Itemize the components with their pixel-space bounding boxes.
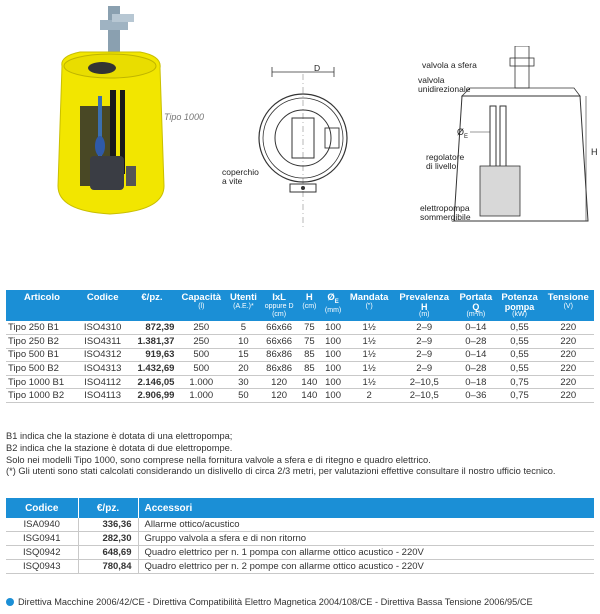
- table-cell: ISO4313: [78, 362, 128, 376]
- table-cell: 2–9: [393, 348, 455, 362]
- table-cell: 30: [226, 375, 261, 389]
- table-cell: ISO4312: [78, 348, 128, 362]
- note-line: B1 indica che la stazione è dotata di una elettropompa;: [6, 431, 233, 441]
- table-cell: 250: [176, 335, 226, 349]
- acc-cell: 648,69: [78, 546, 138, 560]
- product-table: [6, 290, 594, 403]
- table-cell: 2–9: [393, 362, 455, 376]
- pump-label: elettropompa sommergibile: [420, 203, 471, 222]
- table-cell: 1.432,69: [127, 362, 176, 376]
- table-cell: 220: [543, 321, 594, 335]
- table-cell: 220: [543, 362, 594, 376]
- table-row: [6, 389, 594, 403]
- acc-row: [6, 559, 594, 573]
- table-cell: 5: [226, 321, 261, 335]
- table-cell: 500: [176, 362, 226, 376]
- table-cell: 1½: [345, 375, 393, 389]
- table-cell: 1½: [345, 321, 393, 335]
- table-cell: 2–10,5: [393, 389, 455, 403]
- acc-row: [6, 532, 594, 546]
- bullet-dot-icon: [6, 598, 14, 606]
- table-cell: 0–18: [455, 375, 497, 389]
- table-cell: Tipo 250 B2: [6, 335, 78, 349]
- table-header-row: [6, 290, 594, 321]
- col-potenza: Potenza pompa (kW): [497, 290, 543, 321]
- table-cell: 0,75: [497, 389, 543, 403]
- table-cell: 140: [298, 389, 322, 403]
- figures-area: [0, 0, 600, 290]
- table-cell: 220: [543, 348, 594, 362]
- table-cell: 10: [226, 335, 261, 349]
- table-cell: 0,55: [497, 348, 543, 362]
- height-label: H: [591, 147, 598, 157]
- table-cell: 2–9: [393, 321, 455, 335]
- plan-dimension-label: D: [314, 63, 321, 73]
- acc-col-codice: Codice: [6, 498, 78, 518]
- diameter-label: $Ø_E$: [457, 127, 469, 140]
- acc-cell: 336,36: [78, 518, 138, 532]
- acc-cell: 780,84: [78, 559, 138, 573]
- table-cell: 1½: [345, 348, 393, 362]
- table-cell: 0–28: [455, 362, 497, 376]
- table-cell: 0,75: [497, 375, 543, 389]
- table-cell: 50: [226, 389, 261, 403]
- note-line: Solo nei modelli Tipo 1000, sono comprese nella fornitura valvole a sfera e di ritegno e quadro elettrico.: [6, 454, 431, 465]
- table-row: [6, 335, 594, 349]
- acc-row: [6, 546, 594, 560]
- table-cell: 220: [543, 335, 594, 349]
- col-h: H (cm): [298, 290, 322, 321]
- table-cell: 86x86: [261, 348, 298, 362]
- table-cell: 250: [176, 321, 226, 335]
- table-cell: 872,39: [127, 321, 176, 335]
- col-diameter: $Ø_E$ (mm): [321, 290, 345, 321]
- col-price: €/pz.: [127, 290, 176, 321]
- table-cell: 100: [321, 362, 345, 376]
- table-cell: 1½: [345, 362, 393, 376]
- acc-cell: ISG0941: [6, 532, 78, 546]
- table-cell: Tipo 250 B1: [6, 321, 78, 335]
- col-prevalenza: Prevalenza H (m): [393, 290, 455, 321]
- table-cell: 100: [321, 321, 345, 335]
- table-cell: 100: [321, 389, 345, 403]
- table-cell: 120: [261, 389, 298, 403]
- acc-cell: ISQ0942: [6, 546, 78, 560]
- table-cell: Tipo 500 B2: [6, 362, 78, 376]
- table-cell: 919,63: [127, 348, 176, 362]
- acc-cell: ISA0940: [6, 518, 78, 532]
- col-articolo: Articolo: [6, 290, 78, 321]
- table-cell: 220: [543, 375, 594, 389]
- acc-cell: Quadro elettrico per n. 1 pompa con allarme ottico acustico - 220V: [138, 546, 594, 560]
- table-cell: 0,55: [497, 335, 543, 349]
- table-cell: 2–9: [393, 335, 455, 349]
- table-cell: 2.906,99: [127, 389, 176, 403]
- table-cell: ISO4113: [78, 389, 128, 403]
- table-row: [6, 348, 594, 362]
- plan-view-diagram: [212, 60, 392, 230]
- ball-valve-label: valvola a sfera: [422, 60, 477, 70]
- table-cell: 100: [321, 335, 345, 349]
- table-cell: 75: [298, 321, 322, 335]
- table-cell: 85: [298, 348, 322, 362]
- acc-row: [6, 518, 594, 532]
- accessories-table: [6, 498, 594, 574]
- table-cell: 0–14: [455, 321, 497, 335]
- table-cell: 140: [298, 375, 322, 389]
- col-utenti: Utenti (A.E.)*: [226, 290, 261, 321]
- plan-lid-label: coperchio a vite: [222, 167, 259, 186]
- acc-col-price: €/pz.: [78, 498, 138, 518]
- table-cell: 500: [176, 348, 226, 362]
- table-cell: 120: [261, 375, 298, 389]
- table-cell: 66x66: [261, 321, 298, 335]
- col-portata: Portata Q (m³/h): [455, 290, 497, 321]
- notes: [6, 431, 596, 478]
- table-cell: 66x66: [261, 335, 298, 349]
- acc-header-row: [6, 498, 594, 518]
- table-cell: 0–36: [455, 389, 497, 403]
- acc-cell: Quadro elettrico per n. 2 pompe con allarme ottico acustico - 220V: [138, 559, 594, 573]
- table-cell: Tipo 1000 B1: [6, 375, 78, 389]
- acc-col-accessori: Accessori: [138, 498, 594, 518]
- table-cell: 1.000: [176, 375, 226, 389]
- table-cell: 2–10,5: [393, 375, 455, 389]
- table-cell: 1.000: [176, 389, 226, 403]
- table-cell: 2: [345, 389, 393, 403]
- note-line: (*) Gli utenti sono stati calcolati considerando un dislivello di circa 2/3 metri, per valutazioni effettive consultare il nostro ufficio tecnico.: [6, 466, 556, 477]
- table-cell: 20: [226, 362, 261, 376]
- table-cell: 100: [321, 348, 345, 362]
- table-cell: 0,55: [497, 321, 543, 335]
- col-capacita: Capacità (l): [176, 290, 226, 321]
- table-cell: 0–14: [455, 348, 497, 362]
- col-mandata: Mandata ("): [345, 290, 393, 321]
- table-cell: 0,55: [497, 362, 543, 376]
- table-cell: 220: [543, 389, 594, 403]
- col-ixl: IxL oppure D (cm): [261, 290, 298, 321]
- acc-cell: ISQ0943: [6, 559, 78, 573]
- level-regulator-label: regolatore di livello: [426, 152, 465, 171]
- footer-text: Direttiva Macchine 2006/42/CE - Direttiva Compatibilità Elettro Magnetica 2004/108/CE - Direttiva Bassa Tensione 2006/95/CE: [18, 597, 533, 607]
- table-row: [6, 321, 594, 335]
- tank-caption: Tipo 1000: [164, 112, 204, 122]
- table-cell: 86x86: [261, 362, 298, 376]
- table-row: [6, 362, 594, 376]
- acc-cell: Allarme ottico/acustico: [138, 518, 594, 532]
- table-cell: Tipo 500 B1: [6, 348, 78, 362]
- note-line: B2 indica che la stazione è dotata di due elettropompe.: [6, 442, 233, 453]
- table-cell: 100: [321, 375, 345, 389]
- col-tensione: Tensione (V): [543, 290, 594, 321]
- footer-directives: [6, 597, 533, 607]
- acc-cell: Gruppo valvola a sfera e di non ritorno: [138, 532, 594, 546]
- table-cell: 2.146,05: [127, 375, 176, 389]
- table-cell: 75: [298, 335, 322, 349]
- table-cell: ISO4310: [78, 321, 128, 335]
- table-cell: ISO4112: [78, 375, 128, 389]
- acc-cell: 282,30: [78, 532, 138, 546]
- table-cell: ISO4311: [78, 335, 128, 349]
- table-cell: 1½: [345, 335, 393, 349]
- table-cell: 1.381,37: [127, 335, 176, 349]
- check-valve-label: valvola unidirezionale: [418, 75, 471, 94]
- table-cell: Tipo 1000 B2: [6, 389, 78, 403]
- col-codice: Codice: [78, 290, 128, 321]
- table-cell: 85: [298, 362, 322, 376]
- table-cell: 0–28: [455, 335, 497, 349]
- table-cell: 15: [226, 348, 261, 362]
- tank-illustration: [40, 6, 170, 226]
- table-row: [6, 375, 594, 389]
